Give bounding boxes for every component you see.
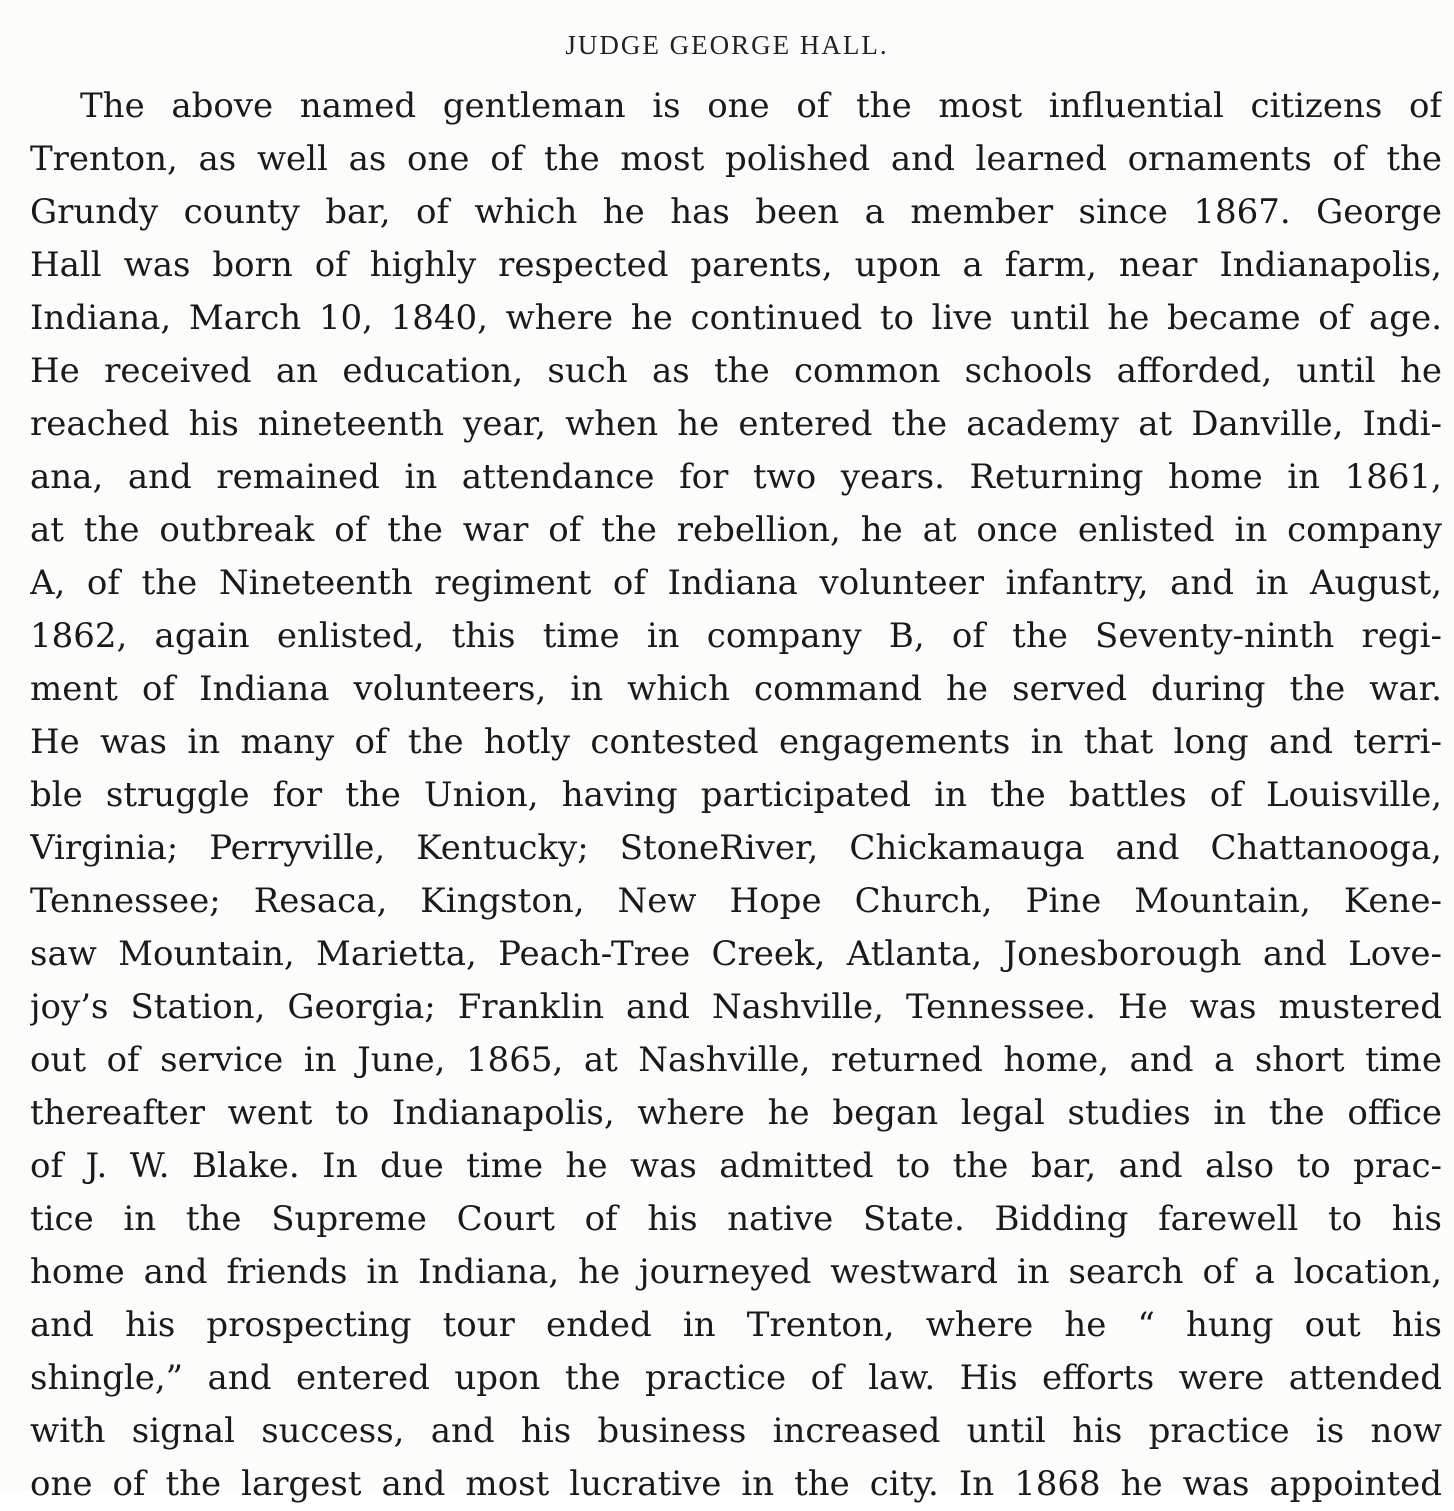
text-line: reached his nineteenth year, when he entered the academy at Danville, Indi-: [30, 404, 1442, 444]
text-line: 1862, again enlisted, this time in company B, of the Seventy-ninth regi-: [30, 616, 1442, 656]
text-line: ana, and remained in attendance for two years. Returning home in 1861,: [30, 457, 1442, 497]
text-line: one of the largest and most lucrative in the city. In 1868 he was appointed: [30, 1464, 1442, 1504]
text-line: tice in the Supreme Court of his native State. Bidding farewell to his: [30, 1199, 1442, 1239]
text-line: saw Mountain, Marietta, Peach-Tree Creek, Atlanta, Jonesborough and Love-: [30, 934, 1442, 974]
text-line: Grundy county bar, of which he has been a member since 1867. George: [30, 192, 1442, 232]
text-line: ment of Indiana volunteers, in which command he served during the war.: [30, 669, 1442, 709]
text-line: of J. W. Blake. In due time he was admitted to the bar, and also to prac-: [30, 1146, 1442, 1186]
text-line: Tennessee; Resaca, Kingston, New Hope Church, Pine Mountain, Kene-: [30, 881, 1442, 921]
document-title: JUDGE GEORGE HALL.: [565, 30, 889, 60]
text-line: He was in many of the hotly contested engagements in that long and terri-: [30, 722, 1442, 762]
text-line: Virginia; Perryville, Kentucky; StoneRiver, Chickamauga and Chattanooga,: [30, 828, 1442, 868]
text-line: home and friends in Indiana, he journeyed westward in search of a location,: [30, 1252, 1442, 1292]
text-line: and his prospecting tour ended in Trenton, where he “ hung out his: [30, 1305, 1442, 1345]
text-line: joy’s Station, Georgia; Franklin and Nashville, Tennessee. He was mustered: [30, 987, 1442, 1027]
text-line: He received an education, such as the common schools afforded, until he: [30, 351, 1442, 391]
text-line: ble struggle for the Union, having participated in the battles of Louisville,: [30, 775, 1442, 815]
text-line: A, of the Nineteenth regiment of Indiana volunteer infantry, and in August,: [30, 563, 1442, 603]
text-line: thereafter went to Indianapolis, where he began legal studies in the office: [30, 1093, 1442, 1133]
text-line: Indiana, March 10, 1840, where he continued to live until he became of age.: [30, 298, 1442, 338]
text-line: The above named gentleman is one of the most influential citizens of: [80, 86, 1442, 126]
text-line: at the outbreak of the war of the rebellion, he at once enlisted in company: [30, 510, 1442, 550]
text-line: Trenton, as well as one of the most polished and learned ornaments of the: [30, 139, 1442, 179]
text-line: out of service in June, 1865, at Nashville, returned home, and a short time: [30, 1040, 1442, 1080]
text-line: with signal success, and his business increased until his practice is now: [30, 1411, 1442, 1451]
body-paragraph: [30, 80, 1442, 1511]
text-line: shingle,” and entered upon the practice of law. His efforts were attended: [30, 1358, 1442, 1398]
text-line: Hall was born of highly respected parents, upon a farm, near Indianapolis,: [30, 245, 1442, 285]
